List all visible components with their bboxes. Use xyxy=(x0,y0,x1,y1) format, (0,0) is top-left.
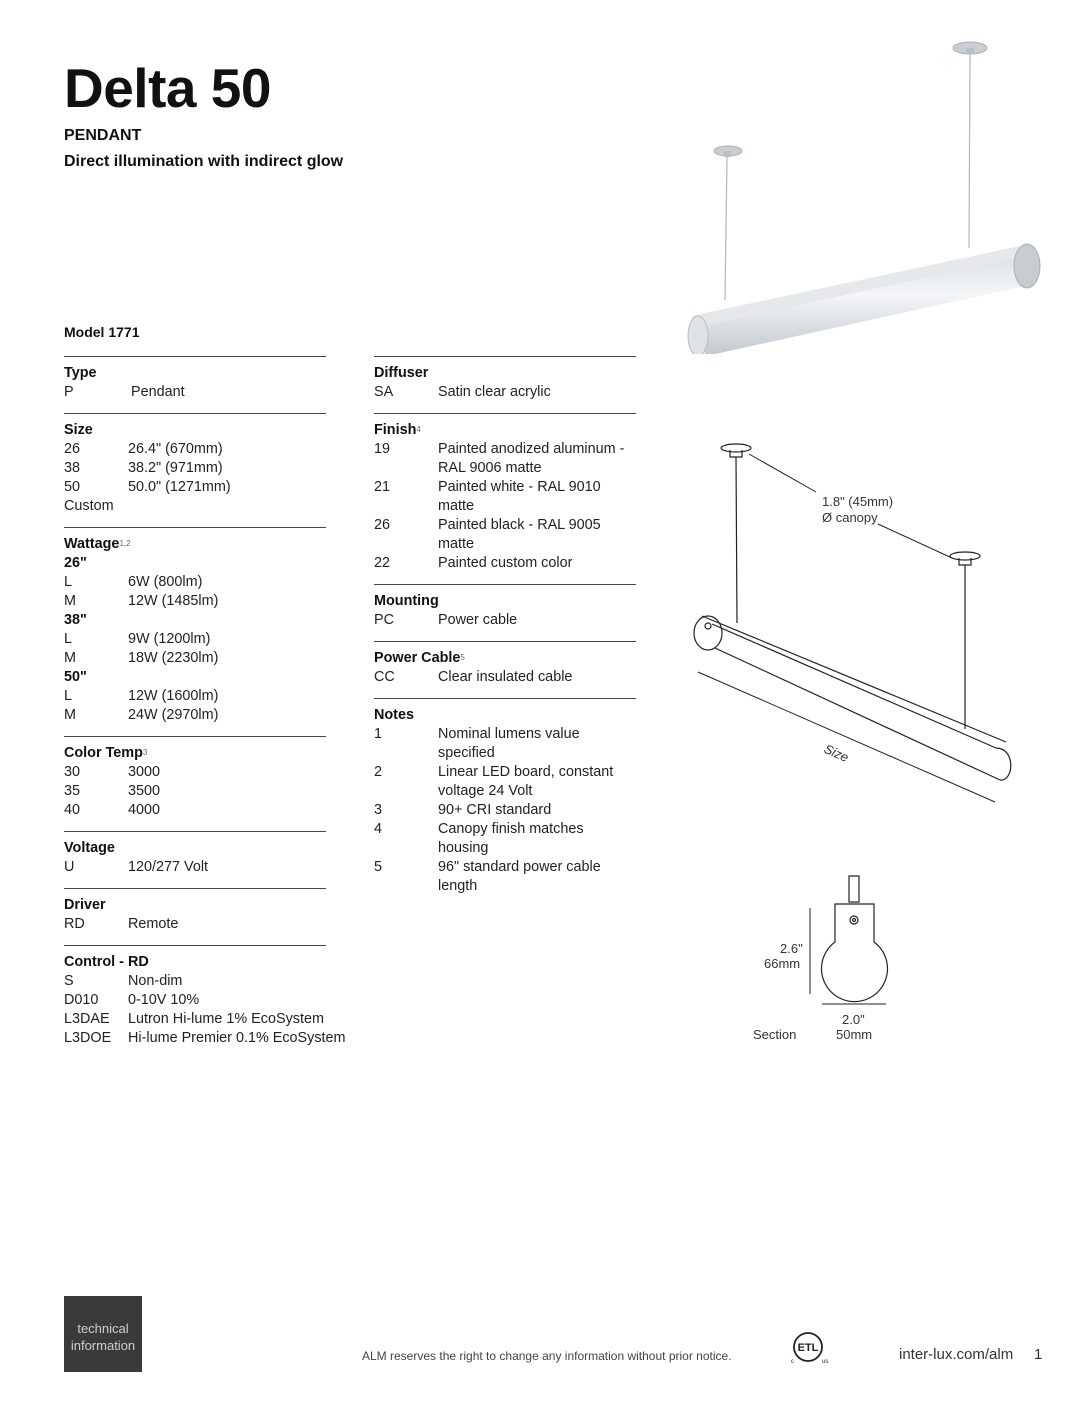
power-cable-section xyxy=(374,641,636,687)
spec-code: L xyxy=(64,631,73,647)
line-drawing xyxy=(680,430,1020,820)
size-heading: Size xyxy=(64,422,93,438)
note-text: Canopy finish matches housing xyxy=(438,821,584,856)
website-link[interactable]: inter-lux.com/alm xyxy=(899,1346,1014,1363)
spec-desc: Power cable xyxy=(438,612,518,628)
etl-mark-text: ETL xyxy=(797,1342,819,1354)
wattage-group-label: 26" xyxy=(64,555,87,571)
spec-code: CC xyxy=(374,669,395,685)
product-photo xyxy=(680,34,1050,354)
spec-desc: Pendant xyxy=(131,384,185,400)
etl-certification-icon xyxy=(786,1330,834,1366)
spec-code: 21 xyxy=(374,479,391,495)
svg-text:us: us xyxy=(822,1359,829,1365)
spec-desc xyxy=(128,497,326,516)
spec-code: L3DOE xyxy=(64,1030,112,1046)
tab-line-2: information xyxy=(70,1338,136,1353)
driver-section xyxy=(64,888,326,934)
section-height-mm: 66mm xyxy=(764,956,801,971)
wattage-section xyxy=(64,527,326,725)
note-number: 1 xyxy=(374,726,383,742)
spec-desc: Painted custom color xyxy=(438,555,573,571)
canopy-label: Ø canopy xyxy=(822,510,878,525)
spec-code: 38 xyxy=(64,460,81,476)
canopy-dimension: 1.8" (45mm) xyxy=(822,494,894,509)
finish-section xyxy=(374,413,636,573)
spec-desc: 26.4" (670mm) xyxy=(128,441,223,457)
note-number: 3 xyxy=(374,802,383,818)
mounting-heading: Mounting xyxy=(374,593,439,609)
product-category: PENDANT xyxy=(64,127,142,144)
section-height-in: 2.6" xyxy=(780,941,803,956)
section-width-in: 2.0" xyxy=(842,1012,865,1027)
spec-desc: 9W (1200lm) xyxy=(128,631,211,647)
spec-desc: Hi-lume Premier 0.1% EcoSystem xyxy=(128,1030,346,1046)
diffuser-heading: Diffuser xyxy=(374,365,429,381)
spec-code: M xyxy=(64,707,76,723)
spec-desc: Painted anodized aluminum - RAL 9006 matte xyxy=(438,441,625,476)
footnote-ref: 5 xyxy=(460,653,465,662)
spec-desc: Painted black - RAL 9005 matte xyxy=(438,517,601,552)
spec-code: 19 xyxy=(374,441,391,457)
spec-code: M xyxy=(64,593,76,609)
spec-code: 50 xyxy=(64,479,81,495)
control-section xyxy=(64,945,346,1048)
spec-desc: 38.2" (971mm) xyxy=(128,460,223,476)
page-title: Delta 50 xyxy=(64,57,271,119)
footnote-ref: 3 xyxy=(142,748,148,757)
voltage-heading: Voltage xyxy=(64,840,115,856)
technical-information-tab xyxy=(64,1296,142,1372)
spec-code: M xyxy=(64,650,76,666)
power-cable-heading xyxy=(374,649,636,668)
note-text: 90+ CRI standard xyxy=(438,802,552,818)
finish-heading-text: Finish xyxy=(374,422,417,438)
spec-code: Custom xyxy=(64,498,114,514)
spec-code: 22 xyxy=(374,555,391,571)
type-heading: Type xyxy=(64,365,97,381)
spec-code: 26 xyxy=(64,441,81,457)
control-heading: Control - RD xyxy=(64,954,149,970)
wattage-group-label: 38" xyxy=(64,612,87,628)
section-label: Section xyxy=(753,1027,797,1042)
driver-heading: Driver xyxy=(64,897,106,913)
spec-column-right xyxy=(374,356,636,907)
footnote-ref: 1,2 xyxy=(119,539,131,548)
product-tagline: Direct illumination with indirect glow xyxy=(64,153,344,170)
spec-code: 40 xyxy=(64,802,81,818)
spec-desc: 50.0" (1271mm) xyxy=(128,479,231,495)
spec-code: SA xyxy=(374,384,394,400)
spec-code: U xyxy=(64,859,75,875)
spec-code: D010 xyxy=(64,992,99,1008)
spec-desc: Clear insulated cable xyxy=(438,669,573,685)
size-label: Size xyxy=(821,741,851,766)
spec-code: 30 xyxy=(64,764,81,780)
spec-desc: Remote xyxy=(128,916,179,932)
power-cable-heading-text: Power Cable xyxy=(374,650,461,666)
note-number: 4 xyxy=(374,821,383,837)
type-section xyxy=(64,356,326,402)
notes-section xyxy=(374,698,636,896)
size-section xyxy=(64,413,326,516)
spec-desc: Lutron Hi-lume 1% EcoSystem xyxy=(128,1011,324,1027)
spec-code: P xyxy=(64,384,74,400)
spec-desc: 12W (1485lm) xyxy=(128,593,219,609)
spec-desc: Painted white - RAL 9010 matte xyxy=(438,479,601,514)
note-text: Linear LED board, constant voltage 24 Volt xyxy=(438,764,614,799)
notes-heading: Notes xyxy=(374,707,414,723)
spec-desc: 3500 xyxy=(128,783,161,799)
mounting-section xyxy=(374,584,636,630)
tab-line-1: technical xyxy=(77,1321,129,1336)
spec-desc: Non-dim xyxy=(128,973,183,989)
section-width-mm: 50mm xyxy=(836,1027,873,1042)
spec-desc: 18W (2230lm) xyxy=(128,650,219,666)
section-drawing xyxy=(800,868,910,1018)
spec-desc: 12W (1600lm) xyxy=(128,688,219,704)
note-text: 96" standard power cable length xyxy=(438,859,601,894)
spec-code: 26 xyxy=(374,517,391,533)
spec-code: L3DAE xyxy=(64,1011,110,1027)
color-temp-heading xyxy=(64,744,326,763)
color-temp-section xyxy=(64,736,326,820)
wattage-heading-text: Wattage xyxy=(64,536,120,552)
note-number: 5 xyxy=(374,859,383,875)
wattage-group-label: 50" xyxy=(64,669,87,685)
diffuser-section xyxy=(374,356,636,402)
note-text: Nominal lumens value specified xyxy=(438,726,580,761)
spec-desc: 0-10V 10% xyxy=(128,992,200,1008)
svg-text:c: c xyxy=(791,1359,794,1365)
color-temp-heading-text: Color Temp xyxy=(64,745,143,761)
spec-desc: Satin clear acrylic xyxy=(438,384,551,400)
spec-code: L xyxy=(64,688,73,704)
spec-code: L xyxy=(64,574,73,590)
spec-code: S xyxy=(64,973,74,989)
model-number: Model 1771 xyxy=(64,324,140,340)
spec-code: 35 xyxy=(64,783,81,799)
wattage-heading xyxy=(64,535,326,554)
spec-desc: 24W (2970lm) xyxy=(128,707,219,723)
finish-heading xyxy=(374,421,636,440)
disclaimer-notice: ALM reserves the right to change any information without prior notice. xyxy=(362,1349,732,1363)
voltage-section xyxy=(64,831,326,877)
spec-desc: 4000 xyxy=(128,802,161,818)
note-number: 2 xyxy=(374,764,383,780)
page-number: 1 xyxy=(1034,1346,1043,1363)
spec-desc: 3000 xyxy=(128,764,161,780)
spec-desc: 6W (800lm) xyxy=(128,574,203,590)
spec-code: RD xyxy=(64,916,85,932)
spec-code: PC xyxy=(374,612,394,628)
footnote-ref: 4 xyxy=(416,425,421,434)
spec-desc: 120/277 Volt xyxy=(128,859,209,875)
spec-column-left xyxy=(64,356,346,1059)
